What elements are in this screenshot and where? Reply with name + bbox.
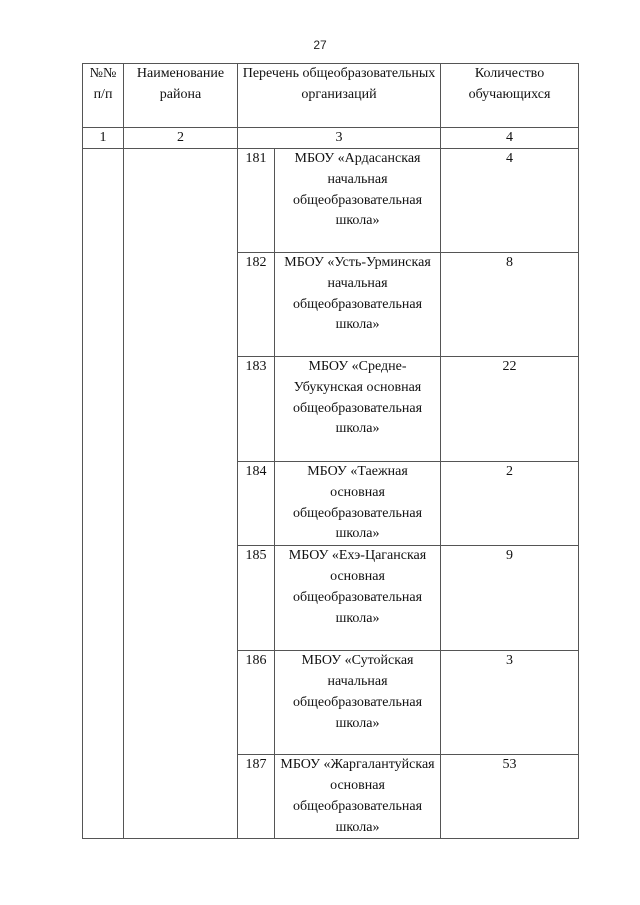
row-number: 181	[238, 149, 275, 253]
organization-name: МБОУ «Сутойская начальная общеобразовательная школа»	[275, 651, 441, 755]
organization-name: МБОУ «Усть-Урминская начальная общеобразовательная школа»	[275, 253, 441, 357]
students-count: 22	[441, 357, 579, 462]
row-number: 182	[238, 253, 275, 357]
empty-region-cell	[124, 149, 238, 839]
row-number: 184	[238, 462, 275, 546]
organization-name: МБОУ «Жаргалантуйская основная общеобразовательная школа»	[275, 755, 441, 839]
organization-name: МБОУ «Ехэ-Цаганская основная общеобразовательная школа»	[275, 546, 441, 651]
header-students-count: Количество обучающихся	[441, 64, 579, 128]
students-count: 8	[441, 253, 579, 357]
header-region: Наименование района	[124, 64, 238, 128]
students-count: 2	[441, 462, 579, 546]
header-number: №№ п/п	[83, 64, 124, 128]
column-number: 2	[124, 128, 238, 149]
students-count: 9	[441, 546, 579, 651]
row-number: 187	[238, 755, 275, 839]
header-row	[83, 64, 579, 128]
column-number: 3	[238, 128, 441, 149]
empty-number-cell	[83, 149, 124, 839]
row-number: 185	[238, 546, 275, 651]
column-number: 4	[441, 128, 579, 149]
organization-name: МБОУ «Таежная основная общеобразовательная школа»	[275, 462, 441, 546]
organization-name: МБОУ «Ардасанская начальная общеобразовательная школа»	[275, 149, 441, 253]
row-number: 186	[238, 651, 275, 755]
students-count: 3	[441, 651, 579, 755]
column-numbers-row	[83, 128, 579, 149]
header-organizations: Перечень общеобразовательных организаций	[238, 64, 441, 128]
row-number: 183	[238, 357, 275, 462]
table-row	[83, 149, 579, 253]
organization-name: МБОУ «Средне-Убукунская основная общеобразовательная школа»	[275, 357, 441, 462]
students-count: 53	[441, 755, 579, 839]
column-number: 1	[83, 128, 124, 149]
schools-table	[82, 63, 579, 839]
students-count: 4	[441, 149, 579, 253]
page-number: 27	[313, 38, 327, 52]
